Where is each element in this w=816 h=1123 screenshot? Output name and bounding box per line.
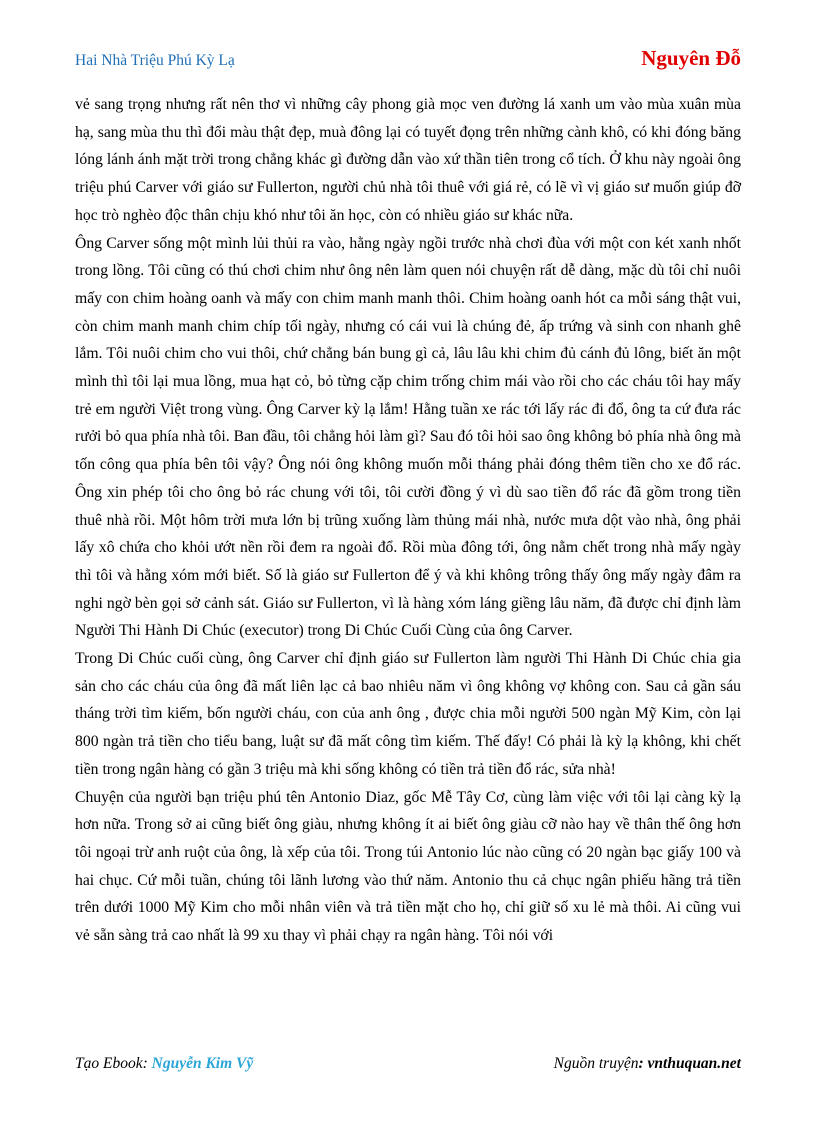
page-footer (75, 1055, 741, 1077)
source-credit (554, 1055, 741, 1073)
ebook-creator: Nguyễn Kim Vỹ (151, 1055, 254, 1072)
book-title: Hai Nhà Triệu Phú Kỳ Lạ (75, 52, 235, 69)
source-site: vnthuquan.net (647, 1055, 741, 1072)
paragraph: Ông Carver sống một mình lủi thủi ra vào, hằng ngày ngồi trước nhà chơi đùa với một con két xanh nhốt trong lồng. Tôi cũng có thú chơi chim như ông nên làm quen nói chuyện rất dễ dàng, mặc dù tôi chỉ nuôi mấy con chim hoàng oanh và mấy con chim manh manh thôi. Chim hoàng oanh hót ca mỗi sáng thật vui, còn chim manh manh chim chíp tối ngày, nhưng có cái vui là chúng đẻ, ấp trứng và sinh con nhanh ghê lắm. Tôi nuôi chim cho vui thôi, chứ chẳng bán bung gì cả, lâu lâu khi chim đủ cánh đủ lông, biết ăn một mình thì tôi lại mua lồng, mua hạt cỏ, bỏ từng cặp chim trống chim mái vào rồi cho các cháu tôi hay mấy trẻ em người Việt trong vùng. Ông Carver kỳ lạ lắm! Hằng tuần xe rác tới lấy rác đi đổ, ông ta cứ đưa rác rưởi bỏ qua phía nhà tôi. Ban đầu, tôi chẳng hỏi làm gì? Sau đó tôi hỏi sao ông không bỏ phía nhà ông mà tốn công qua phía bên tôi vậy? Ông nói ông không muốn mỗi tháng phải đóng thêm tiền cho xe đổ rác. Ông xin phép tôi cho ông bỏ rác chung với tôi, tôi cười đồng ý vì dù sao tiền đổ rác đã gồm trong tiền thuê nhà rồi. Một hôm trời mưa lớn bị trũng xuống làm thủng mái nhà, nước mưa dột vào nhà, ông phải lấy xô chứa cho khỏi ướt nền rồi đem ra ngoài đổ. Rồi mùa đông tới, ông nằm chết trong nhà mấy ngày thì tôi và hằng xóm mới biết. Số là giáo sư Fullerton để ý và khi không trông thấy ông mấy ngày đâm ra nghi ngờ bèn gọi sở cảnh sát. Giáo sư Fullerton, vì là hàng xóm láng giềng lâu năm, đã được chỉ định làm Người Thi Hành Di Chúc (executor) trong Di Chúc Cuối Cùng của ông Carver. (75, 234, 741, 640)
source-label: Nguồn truyện (553, 1055, 639, 1072)
ebook-label: Tạo Ebook (75, 1055, 143, 1072)
body-text (75, 91, 741, 950)
author-name: Nguyên Đỗ (641, 46, 741, 70)
paragraph: Chuyện của người bạn triệu phú tên Antonio Diaz, gốc Mễ Tây Cơ, cùng làm việc với tôi lại càng kỳ lạ hơn nữa. Trong sở ai cũng biết ông giàu, nhưng không ít ai biết ông giàu cỡ nào hay về thân thế ông hơn tôi ngoại trừ anh ruột của ông, là xếp của tôi. Trong túi Antonio lúc nào cũng có 20 ngàn bạc giấy 100 và hai chục. Cứ mỗi tuần, chúng tôi lãnh lương vào thứ năm. Antonio thu cả chục ngân phiếu hãng trả tiền trên dưới 1000 Mỹ Kim cho mỗi nhân viên và trả tiền mặt cho họ, chỉ giữ số xu lẻ mà thôi. Ai cũng vui vẻ sẵn sàng trả cao nhất là 99 xu thay vì phải chạy ra ngân hàng. Tôi nói với (75, 788, 741, 945)
page-header (75, 46, 741, 76)
ebook-credit (75, 1055, 253, 1073)
paragraph: vẻ sang trọng nhưng rất nên thơ vì những cây phong già mọc ven đường lá xanh um vào mùa xuân mùa hạ, sang mùa thu thì đổi màu thật đẹp, muà đông lại có tuyết đọng trên những cành khô, có khi đóng băng lóng lánh ánh mặt trời trong chẳng khác gì đường dẫn vào xứ thần tiên trong cổ tích. Ở khu này ngoài ông triệu phú Carver với giáo sư Fullerton, người chủ nhà tôi thuê với giá rẻ, có lẽ vì vị giáo sư muốn giúp đỡ học trò nghèo độc thân chịu khó như tôi ăn học, còn có nhiều giáo sư khác nữa. (75, 96, 741, 224)
ebook-separator: : (142, 1055, 152, 1072)
source-separator: : (638, 1055, 648, 1072)
paragraph: Trong Di Chúc cuối cùng, ông Carver chỉ định giáo sư Fullerton làm người Thi Hành Di Chúc chia gia sản cho các cháu của ông đã mất liên lạc cả bao nhiêu năm vì ông không vợ không con. Sau cả gần sáu tháng trời tìm kiếm, bốn người cháu, con của anh ông , được chia mỗi người 500 ngàn Mỹ Kim, còn lại 800 ngàn trả tiền cho tiểu bang, luật sư đã mất công tìm kiếm. Thế đấy! Có phải là kỳ lạ không, khi chết tiền trong ngân hàng có gần 3 triệu mà khi sống không có tiền trả tiền đổ rác, sửa nhà! (75, 650, 741, 778)
